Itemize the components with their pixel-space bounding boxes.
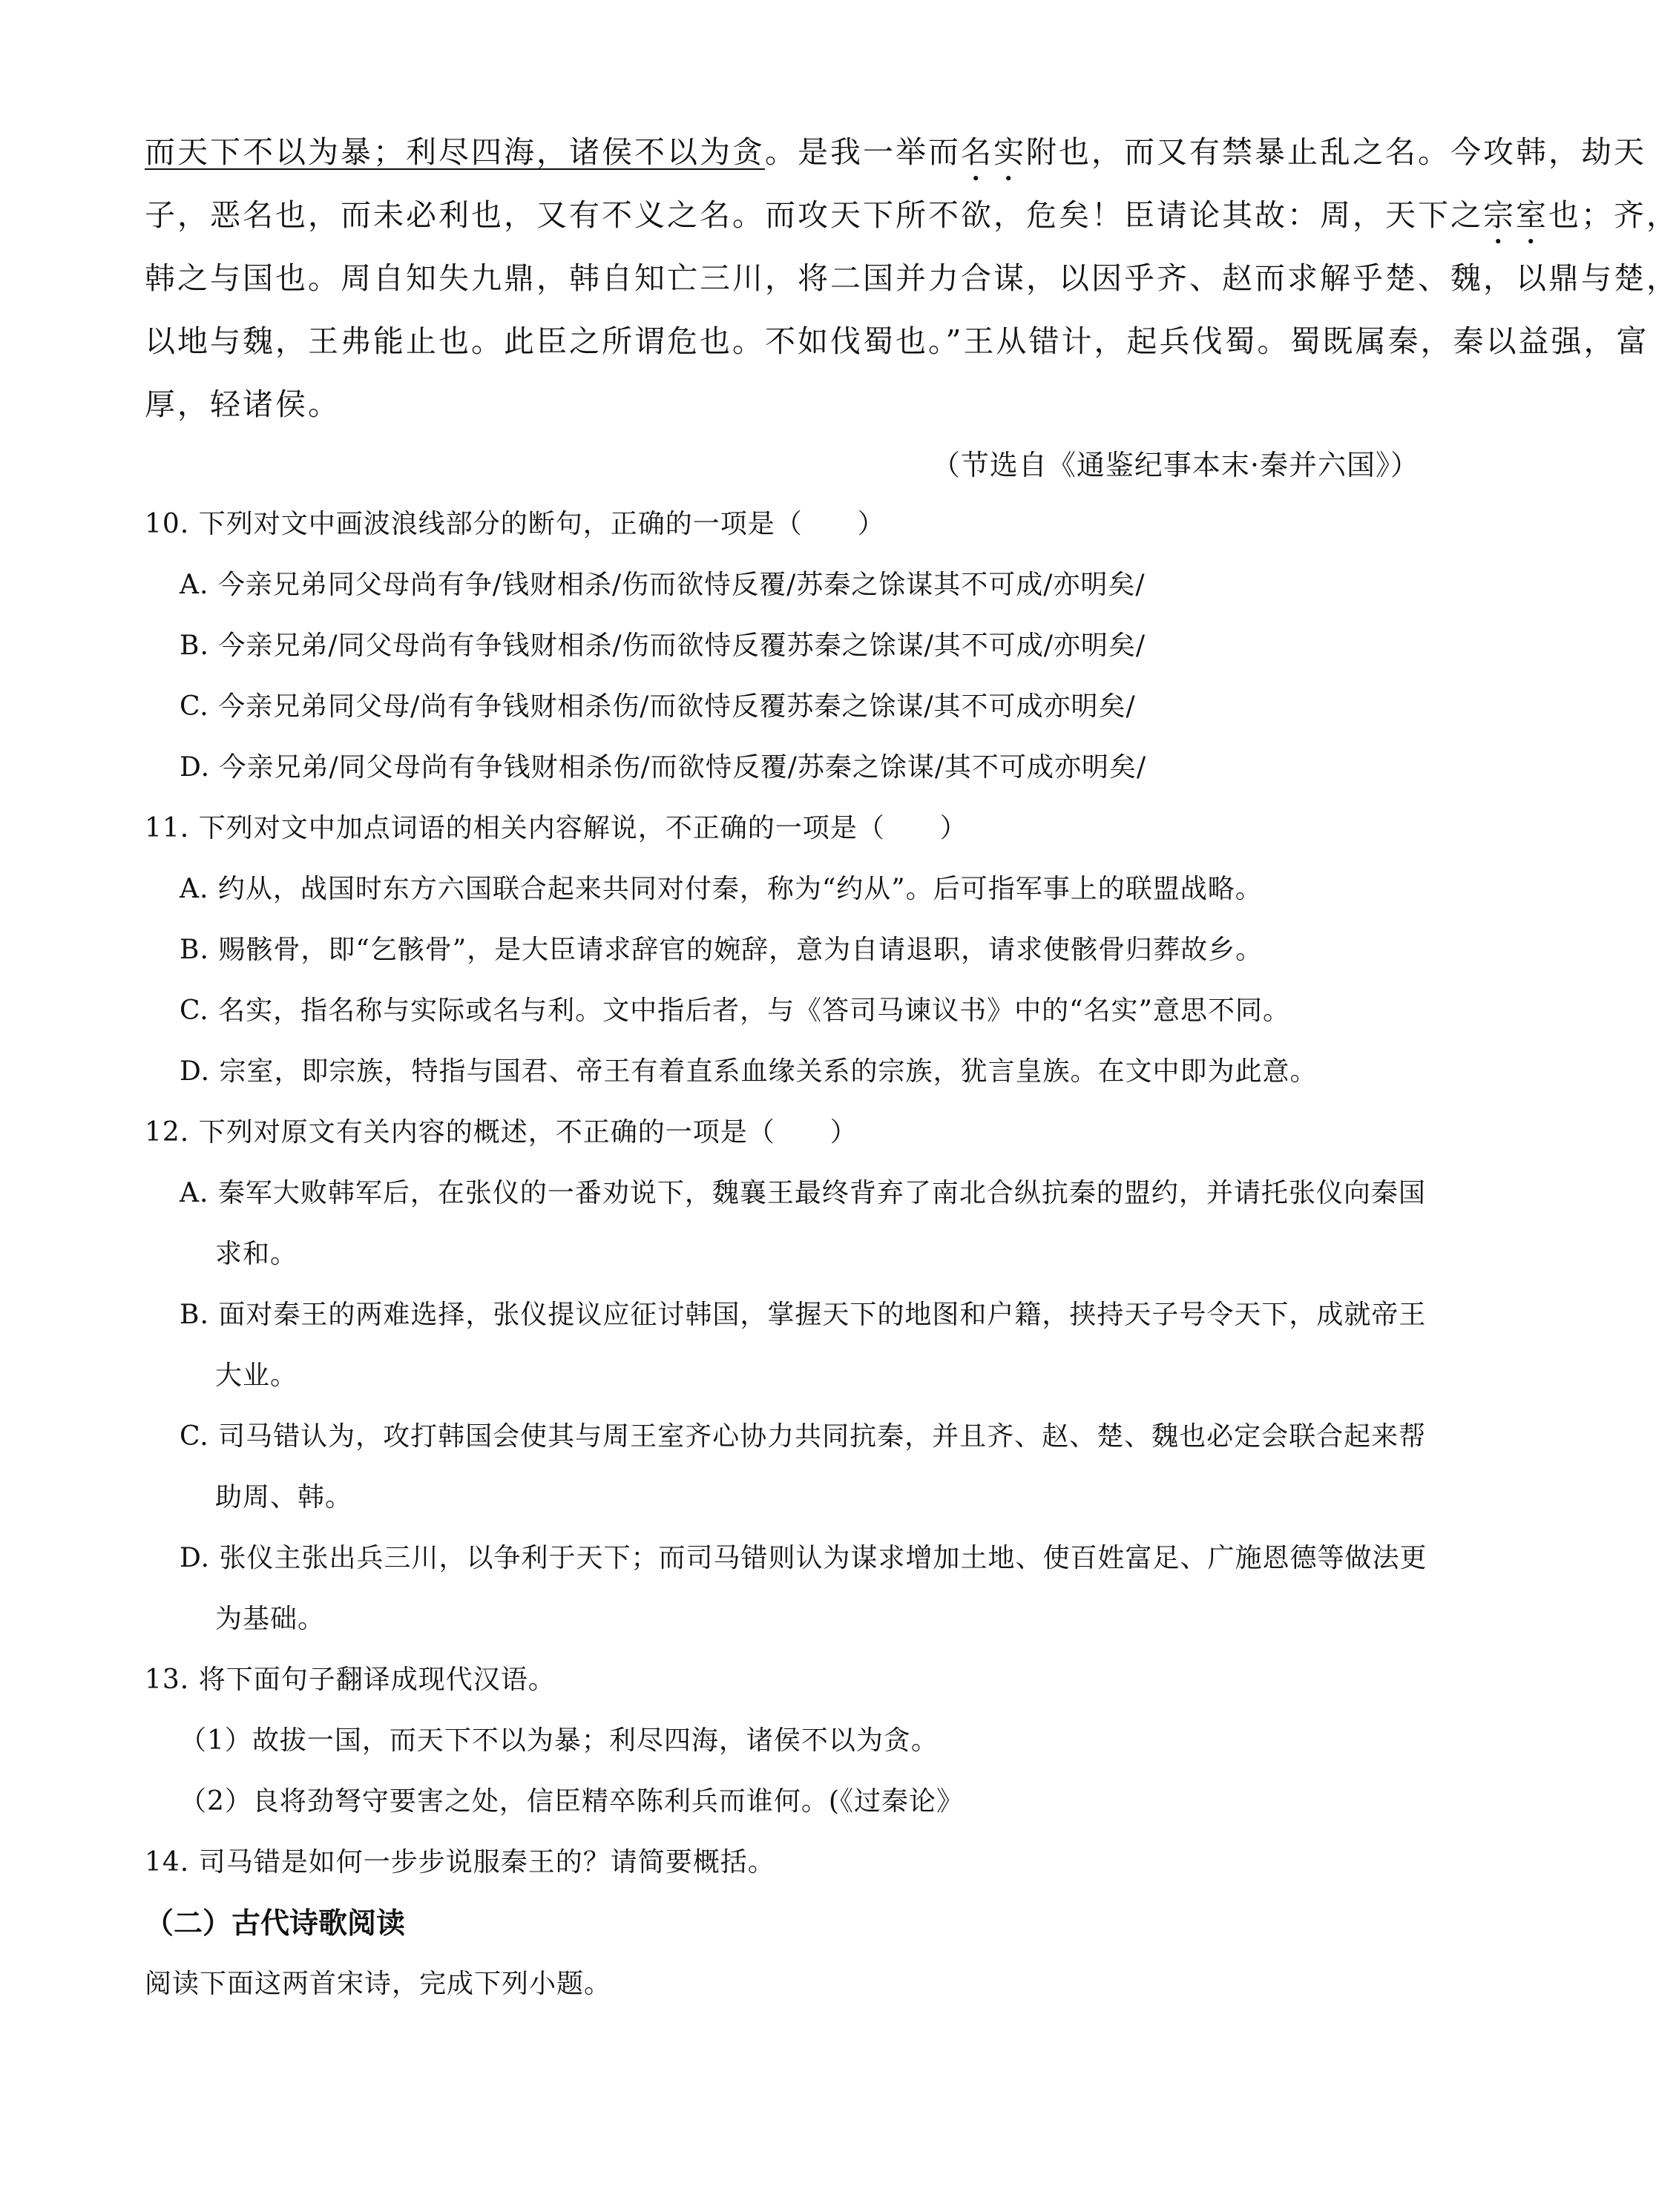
passage-line-2: 子，恶名也，而未必利也，又有不义之名。而攻天下所不欲，危矣！臣请论其故：周，天下之宗室也；齐， — [145, 197, 1679, 233]
section-intro: 阅读下面这两首宋诗，完成下列小题。 — [145, 1969, 612, 1999]
q10-option-b: B. 今亲兄弟/同父母尚有争钱财相杀/伤而欲恃反覆苏秦之馀谋/其不可成/亦明矣/ — [180, 631, 1146, 661]
wavy-underlined-sentence: 而天下不以为暴；利尽四海，诸侯不以为贪 — [145, 134, 765, 170]
q13-item-2: （2）良将劲弩守要害之处，信臣精卒陈利兵而谁何。(《过秦论》 — [180, 1786, 964, 1817]
q11-option-b: B. 赐骸骨，即“乞骸骨”，是大臣请求辞官的婉辞，意为自请退职，请求使骸骨归葬故乡。 — [180, 935, 1264, 965]
dotted-term-mingshi: 名实 — [961, 134, 1026, 170]
q13-item-1: （1）故拔一国，而天下不以为暴；利尽四海，诸侯不以为贪。 — [180, 1725, 939, 1756]
q11-option-a: A. 约从，战国时东方六国联合起来共同对付秦，称为“约从”。后可指军事上的联盟战略。 — [180, 874, 1263, 904]
q10-option-d: D. 今亲兄弟/同父母尚有争钱财相杀伤/而欲恃反覆/苏秦之馀谋/其不可成亦明矣/ — [180, 752, 1147, 783]
section-heading-poetry: （二）古代诗歌阅读 — [145, 1907, 406, 1941]
question-12-stem: 12. 下列对原文有关内容的概述，不正确的一项是（ ） — [145, 1117, 858, 1148]
q12-option-c-line2: 助周、韩。 — [215, 1482, 353, 1512]
passage-line-3: 韩之与国也。周自知失九鼎，韩自知亡三川，将二国并力合谋，以因乎齐、赵而求解乎楚、魏，以鼎与楚， — [145, 260, 1679, 296]
question-14-stem: 14. 司马错是如何一步步说服秦王的？请简要概括。 — [145, 1847, 775, 1877]
q12-option-c-line1: C. 司马错认为，攻打韩国会使其与周王室齐心协力共同抗秦，并且齐、赵、楚、魏也必定会联合起来帮 — [180, 1421, 1427, 1452]
question-13-stem: 13. 将下面句子翻译成现代汉语。 — [145, 1665, 556, 1695]
passage-source: （节选自《通鉴纪事本末·秦并六国》） — [931, 449, 1419, 481]
q10-option-c: C. 今亲兄弟同父母/尚有争钱财相杀伤/而欲恃反覆苏秦之馀谋/其不可成亦明矣/ — [180, 691, 1136, 722]
q11-option-d: D. 宗室，即宗族，特指与国君、帝王有着直系血缘关系的宗族，犹言皇族。在文中即为此意。 — [180, 1056, 1318, 1087]
passage-line-1: 而天下不以为暴；利尽四海，诸侯不以为贪。是我一举而名实附也，而又有禁暴止乱之名。今攻韩，劫天 — [145, 134, 1646, 170]
q12-option-b-line2: 大业。 — [215, 1360, 298, 1391]
q12-option-d-line1: D. 张仪主张出兵三川，以争利于天下；而司马错则认为谋求增加土地、使百姓富足、广施恩德等做法更 — [180, 1543, 1427, 1573]
q12-option-a-line1: A. 秦军大败韩军后，在张仪的一番劝说下，魏襄王最终背弃了南北合纵抗秦的盟约，并请托张仪向秦国 — [180, 1178, 1426, 1208]
q12-option-d-line2: 为基础。 — [215, 1604, 326, 1634]
question-11-stem: 11. 下列对文中加点词语的相关内容解说，不正确的一项是（ ） — [145, 813, 967, 843]
q10-option-a: A. 今亲兄弟同父母尚有争/钱财相杀/伤而欲恃反覆/苏秦之馀谋其不可成/亦明矣/ — [180, 570, 1146, 600]
dotted-term-zongshi: 宗室 — [1483, 197, 1548, 233]
passage-line-4: 以地与魏，王弗能止也。此臣之所谓危也。不如伐蜀也。”王从错计，起兵伐蜀。蜀既属秦，秦以益强，富 — [145, 323, 1649, 359]
q12-option-a-line2: 求和。 — [215, 1239, 298, 1269]
q12-option-b-line1: B. 面对秦王的两难选择，张仪提议应征讨韩国，掌握天下的地图和户籍，挟持天子号令天下，成就帝王 — [180, 1300, 1427, 1330]
passage-line-5: 厚，轻诸侯。 — [145, 386, 341, 422]
q11-option-c: C. 名实，指名称与实际或名与利。文中指后者，与《答司马谏议书》中的“名实”意思不同。 — [180, 995, 1290, 1026]
question-10-stem: 10. 下列对文中画波浪线部分的断句，正确的一项是（ ） — [145, 509, 885, 539]
